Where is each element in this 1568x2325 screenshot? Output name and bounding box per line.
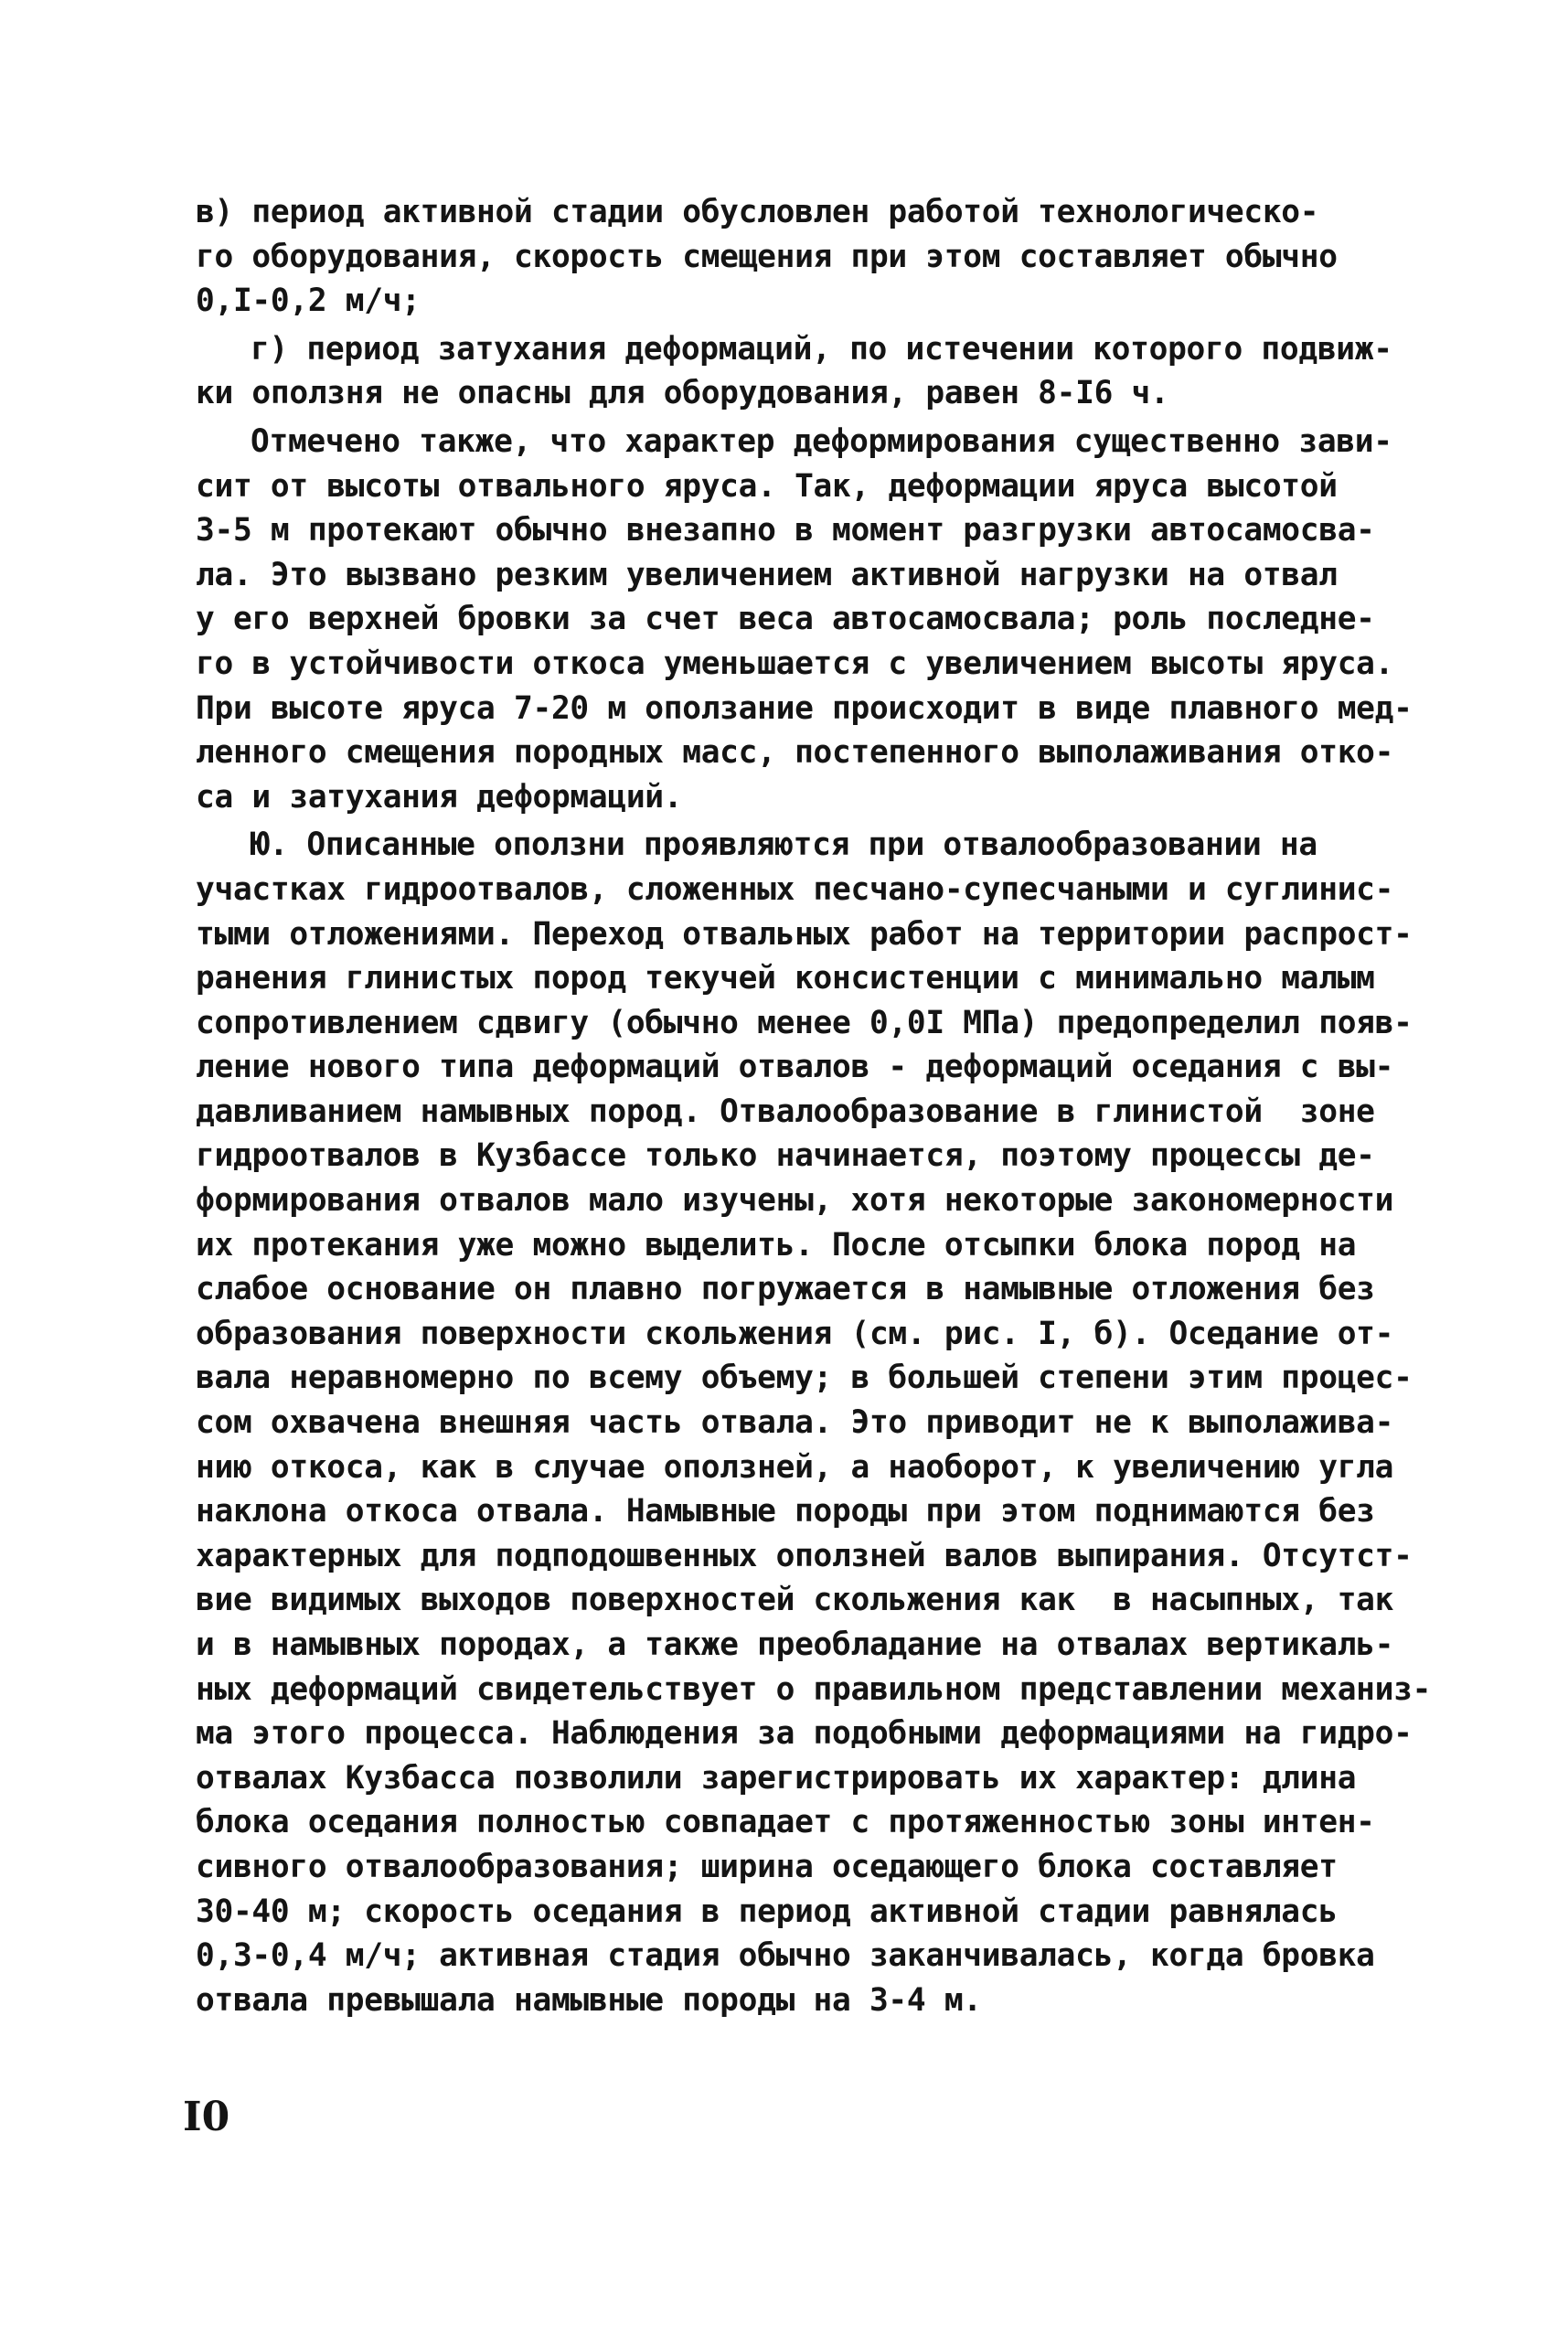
text-line: сит от высоты отвального яруса. Так, деформации яруса высотой xyxy=(196,467,1338,505)
text-line: в) период активной стадии обусловлен работой технологическо- xyxy=(196,194,1319,230)
text-line: гидроотвалов в Кузбассе только начинается, поэтому процессы де- xyxy=(196,1137,1375,1175)
text-line: 30-40 м; скорость оседания в период активной стадии равнялась xyxy=(196,1893,1338,1930)
page-number: I0 xyxy=(183,2094,230,2140)
text-line: блока оседания полностью совпадает с протяженностью зоны интен- xyxy=(196,1804,1375,1841)
text-line: образования поверхности скольжения (см. рис. I, б). Оседание от- xyxy=(196,1315,1394,1352)
text-line: отвалах Кузбасса позволили зарегистрировать их характер: длина xyxy=(196,1759,1357,1797)
text-line: слабое основание он плавно погружается в намывные отложения без xyxy=(196,1271,1375,1308)
text-line: Ю. Описанные оползни проявляются при отвалообразовании на xyxy=(251,827,1317,864)
text-line: сопротивлением сдвигу (обычно менее 0,0I МПа) предопределил появ- xyxy=(196,1004,1413,1041)
text-line: нию откоса, как в случае оползней, а наоборот, к увеличению угла xyxy=(196,1448,1394,1486)
text-line: 0,3-0,4 м/ч; активная стадия обычно заканчивалась, когда бровка xyxy=(196,1937,1375,1975)
text-line: и в намывных породах, а также преобладание на отвалах вертикаль- xyxy=(196,1626,1394,1663)
text-line: ранения глинистых пород текучей консистенции с минимально малым xyxy=(196,960,1375,997)
text-line: сивного отвалообразования; ширина оседающего блока составляет xyxy=(196,1848,1338,1885)
text-line: го в устойчивости откоса уменьшается с увеличением высоты яруса. xyxy=(196,645,1394,682)
text-line: ленного смещения породных масс, постепенного выполаживания отко- xyxy=(196,734,1394,772)
text-line: их протекания уже можно выделить. После отсыпки блока пород на xyxy=(196,1226,1357,1264)
text-line: ных деформаций свидетельствует о правильном представлении механиз- xyxy=(196,1670,1432,1708)
text-line: формирования отвалов мало изучены, хотя некоторые закономерности xyxy=(196,1182,1394,1220)
text-line: При высоте яруса 7-20 м оползание происходит в виде плавного мед- xyxy=(196,689,1413,727)
text-line: 0,I-0,2 м/ч; xyxy=(196,283,421,320)
text-line: ки оползня не опасны для оборудования, равен 8-I6 ч. xyxy=(196,375,1169,412)
text-line: сом охвачена внешняя часть отвала. Это приводит не к выполажива- xyxy=(196,1404,1394,1442)
text-line: участках гидроотвалов, сложенных песчано-супесчаными и суглинис- xyxy=(196,870,1394,908)
text-line: 3-5 м протекают обычно внезапно в момент разгрузки автосамосва- xyxy=(196,512,1375,549)
text-line: Отмечено также, что характер деформирования существенно зави- xyxy=(251,422,1392,460)
text-line: у его верхней бровки за счет веса автосамосвала; роль последне- xyxy=(196,601,1375,638)
body-text xyxy=(196,190,1432,2022)
text-line: характерных для подподошвенных оползней валов выпирания. Отсутст- xyxy=(196,1537,1413,1574)
text-line: наклона откоса отвала. Намывные породы при этом поднимаются без xyxy=(196,1493,1375,1530)
text-line: са и затухания деформаций. xyxy=(196,778,683,816)
text-line: ла. Это вызвано резким увеличением активной нагрузки на отвал xyxy=(196,556,1338,593)
text-line: ление нового типа деформаций отвалов - деформаций оседания с вы- xyxy=(196,1049,1394,1086)
text-line: г) период затухания деформаций, по истечении которого подвиж- xyxy=(251,330,1392,368)
text-line: отвала превышала намывные породы на 3-4 м. xyxy=(196,1981,982,2019)
text-line: вие видимых выходов поверхностей скольжения как в насыпных, так xyxy=(196,1582,1394,1619)
text-line: вала неравномерно по всему объему; в большей степени этим процес- xyxy=(196,1360,1413,1397)
text-line: тыми отложениями. Переход отвальных работ на территории распрост- xyxy=(196,915,1413,953)
text-line: го оборудования, скорость смещения при этом составляет обычно xyxy=(196,238,1338,275)
text-line: ма этого процесса. Наблюдения за подобными деформациями на гидро- xyxy=(196,1715,1413,1753)
text-line: давливанием намывных пород. Отвалообразование в глинистой зоне xyxy=(196,1093,1375,1130)
